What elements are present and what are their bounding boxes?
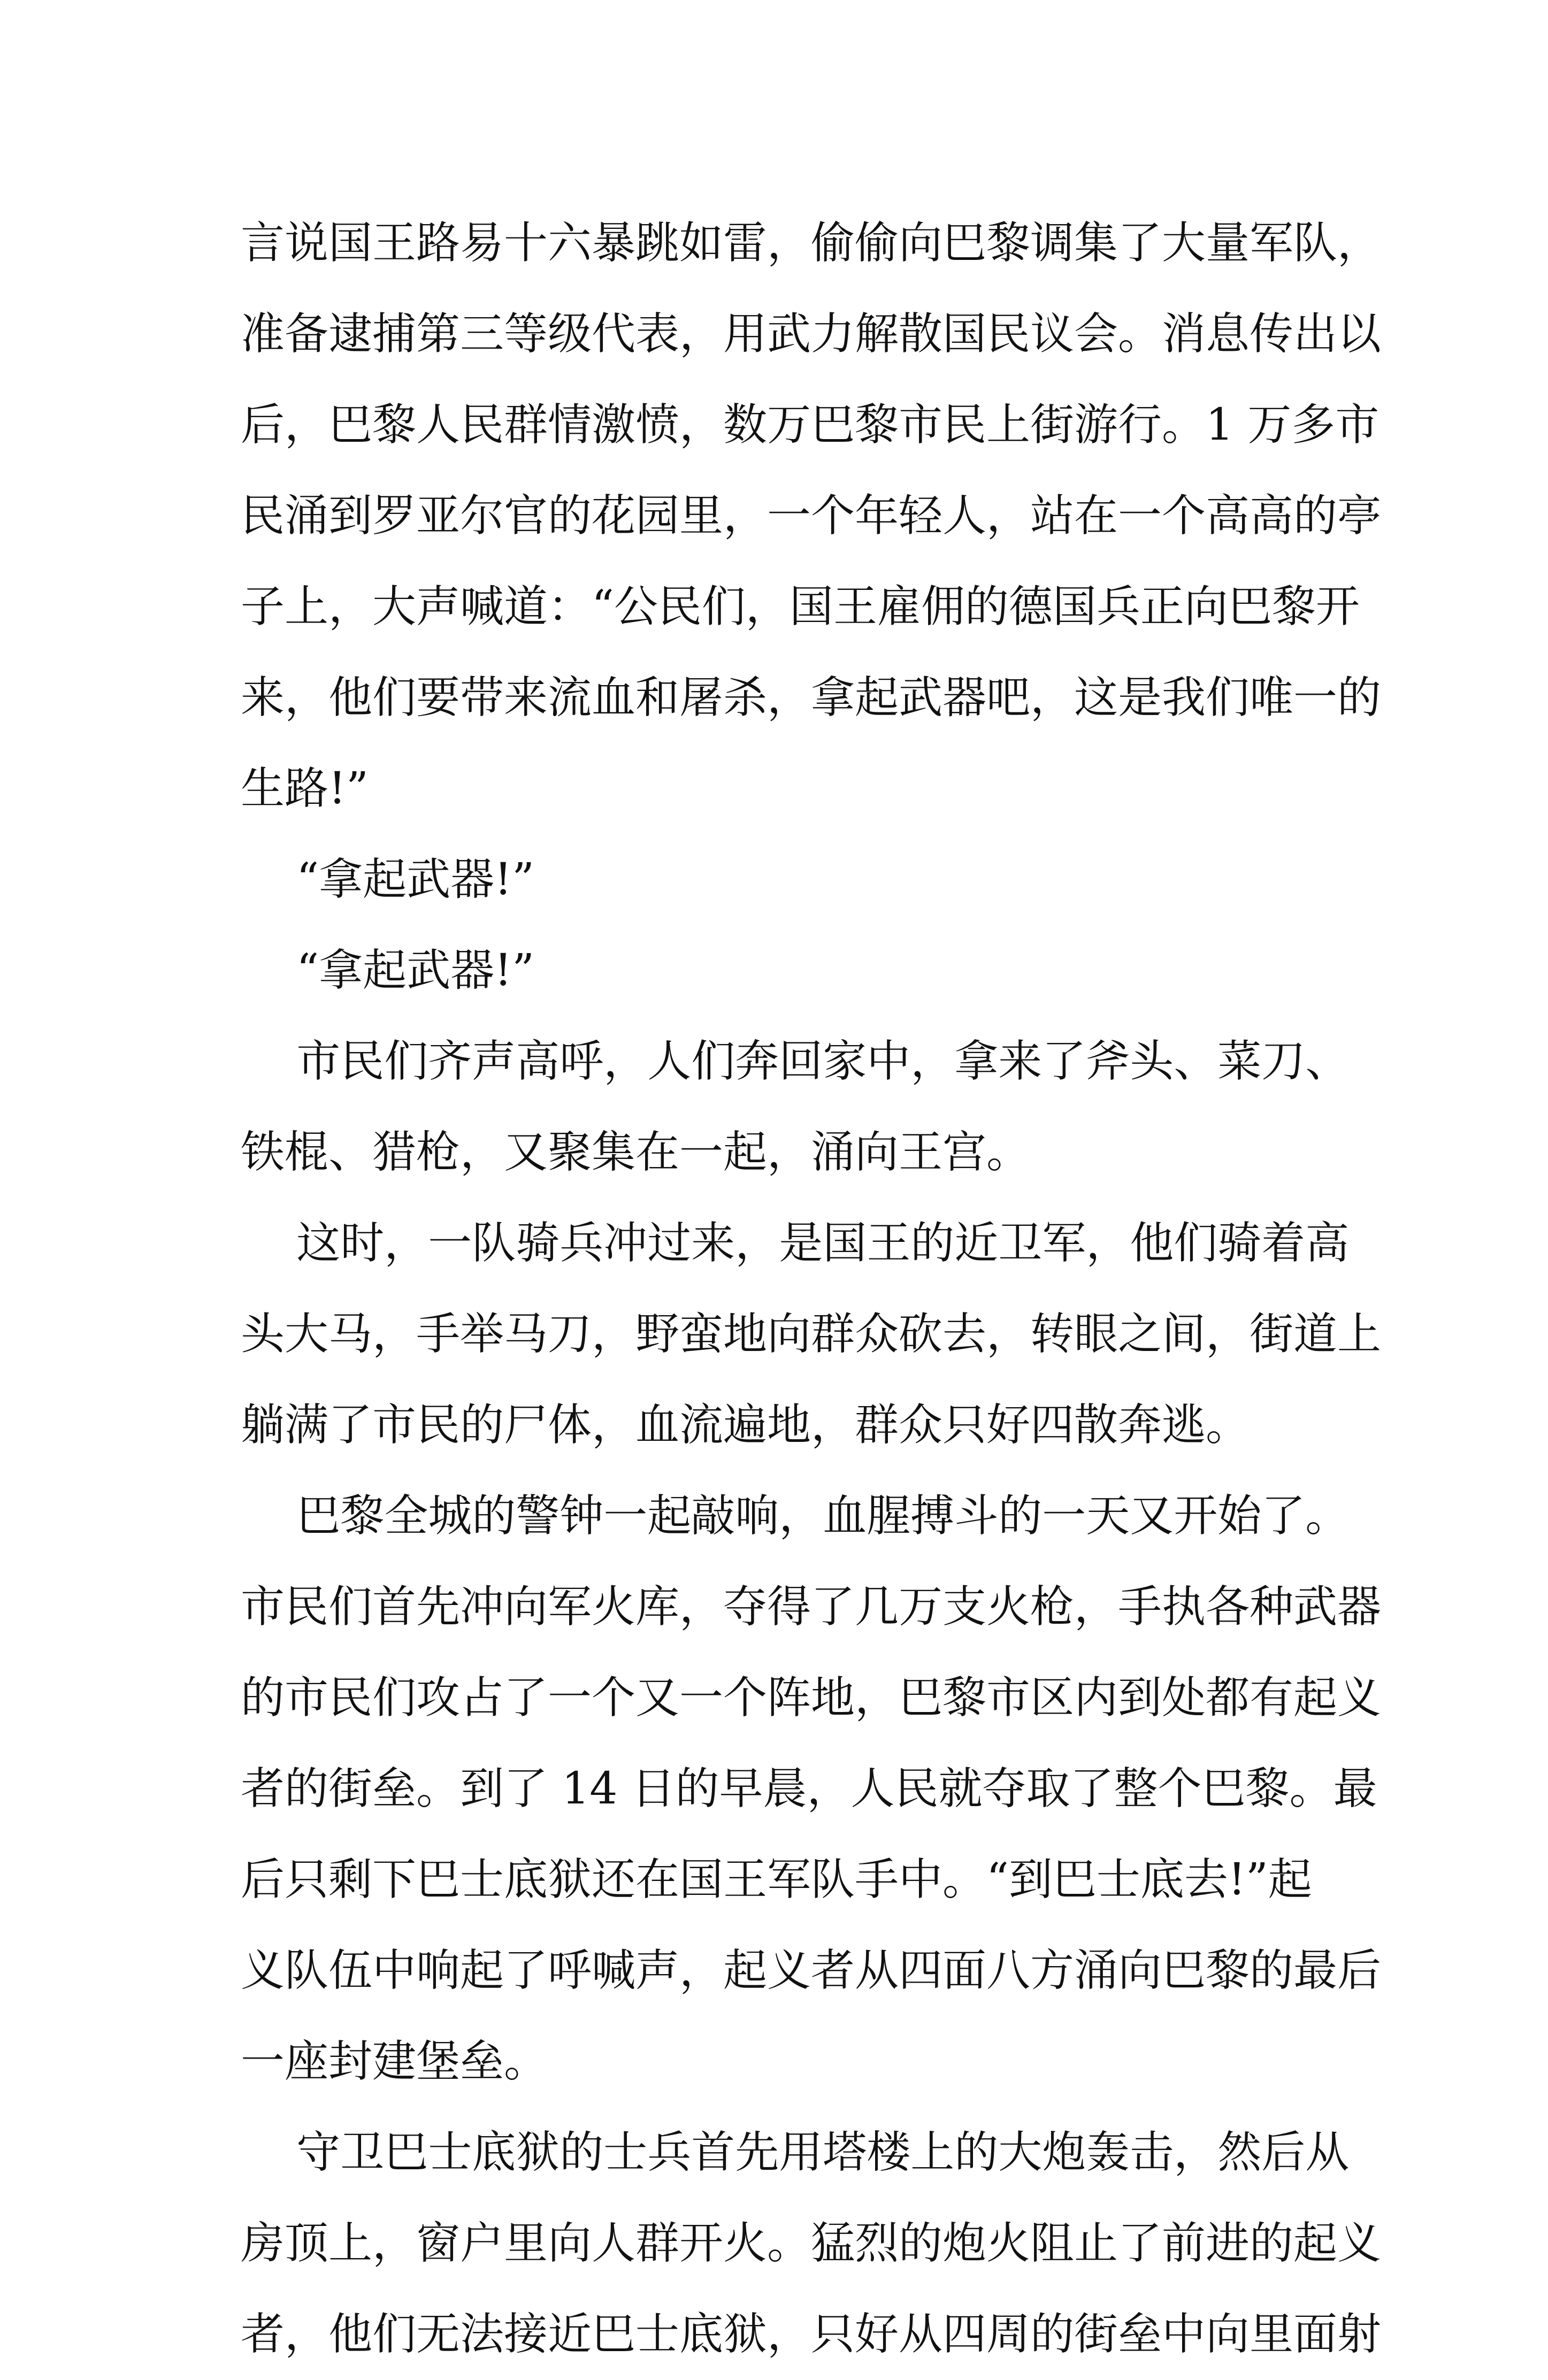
text-line: 一座封建堡垒。 [241,2036,548,2087]
text-line: 义队伍中响起了呼喊声，起义者从四面八方涌向巴黎的最后 [241,1945,1382,1996]
text-line: 巴黎全城的警钟一起敲响，血腥搏斗的一天又开始了。 [241,1491,1350,1541]
text-line: 铁棍、猎枪，又聚集在一起，涌向王宫。 [241,1127,1031,1178]
text-line: “拿起武器!” [241,854,535,905]
text-line: 言说国王路易十六暴跳如雷，偷偷向巴黎调集了大量军队， [241,218,1382,268]
text-line: 守卫巴士底狱的士兵首先用塔楼上的大炮轰击，然后从 [241,2127,1350,2178]
text-line: 头大马，手举马刀，野蛮地向群众砍去，转眼之间，街道上 [241,1309,1382,1360]
text-line: 者的街垒。到了 14 日的早晨，人民就夺取了整个巴黎。最 [241,1763,1377,1814]
text-line: “拿起武器!” [241,945,535,996]
text-line: 这时，一队骑兵冲过来，是国王的近卫军，他们骑着高 [241,1218,1350,1269]
text-line: 来，他们要带来流血和屠杀，拿起武器吧，这是我们唯一的 [241,672,1382,723]
text-line: 后只剩下巴士底狱还在国王军队手中。“到巴士底去!”起 [241,1854,1312,1905]
text-line: 子上，大声喊道：“公民们，国王雇佣的德国兵正向巴黎开 [241,581,1360,632]
text-line: 准备逮捕第三等级代表，用武力解散国民议会。消息传出以 [241,309,1382,359]
text-line: 的市民们攻占了一个又一个阵地，巴黎市区内到处都有起义 [241,1672,1382,1723]
text-line: 躺满了市民的尸体，血流遍地，群众只好四散奔逃。 [241,1400,1250,1450]
text-line: 市民们齐声高呼，人们奔回家中，拿来了斧头、菜刀、 [241,1036,1350,1087]
body-text [241,198,1382,2380]
text-line: 者，他们无法接近巴士底狱，只好从四周的街垒中向里面射 [241,2309,1382,2360]
text-line: 后，巴黎人民群情激愤，数万巴黎市民上街游行。1 万多市 [241,400,1380,450]
text-line: 市民们首先冲向军火库，夺得了几万支火枪，手执各种武器 [241,1581,1382,1632]
text-line: 生路!” [241,763,369,814]
text-line: 房顶上，窗户里向人群开火。猛烈的炮火阻止了前进的起义 [241,2218,1382,2269]
text-line: 民涌到罗亚尔官的花园里，一个年轻人，站在一个高高的亭 [241,490,1382,541]
